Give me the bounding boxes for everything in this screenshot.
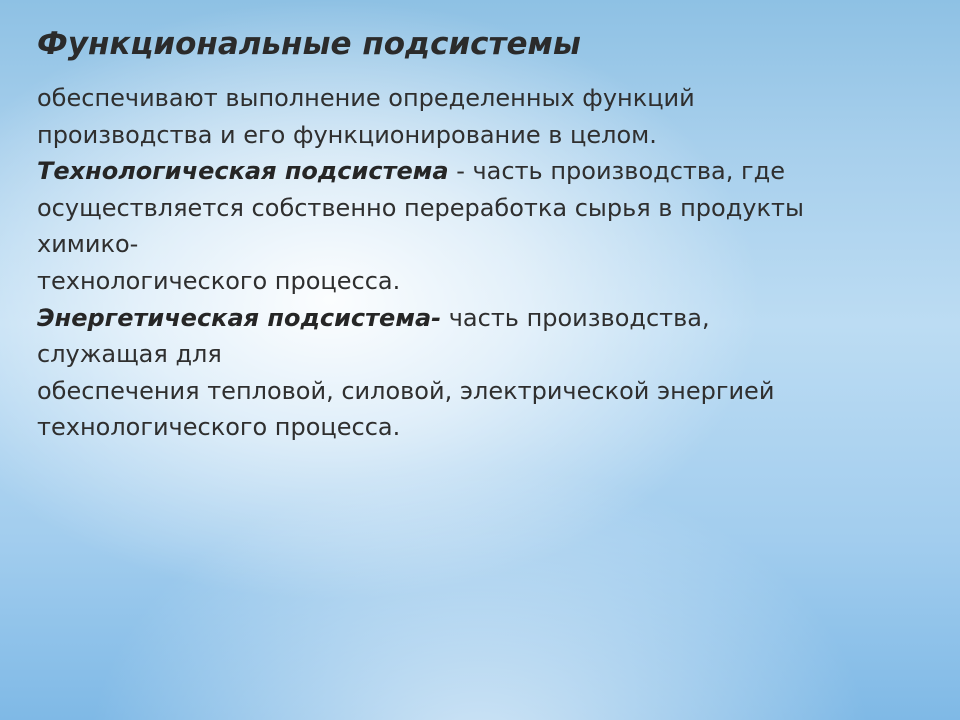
body-line	[37, 190, 927, 227]
body-line	[37, 300, 927, 337]
line-text: служащая для	[37, 340, 222, 369]
term-energy-subsystem: Энергетическая подсистема-	[37, 303, 442, 332]
slide-body	[37, 80, 927, 446]
body-line	[37, 336, 927, 373]
body-line	[37, 153, 927, 190]
line-text: технологического процесса.	[37, 266, 401, 295]
body-line	[37, 80, 927, 117]
line-text: технологического процесса.	[37, 413, 401, 442]
line-text: часть производства,	[441, 303, 710, 332]
body-line	[37, 409, 927, 446]
body-line	[37, 226, 927, 263]
line-text: химико-	[37, 230, 139, 259]
line-text: обеспечения тепловой, силовой, электрической энергией	[37, 376, 775, 405]
line-text: производства и его функционирование в целом.	[37, 120, 657, 149]
body-line	[37, 263, 927, 300]
slide-title: Функциональные подсистемы	[37, 26, 581, 62]
body-line	[37, 117, 927, 154]
body-line	[37, 373, 927, 410]
line-text: обеспечивают выполнение определенных функций	[37, 84, 695, 112]
line-text: осуществляется собственно переработка сырья в продукты	[37, 193, 804, 222]
term-technological-subsystem: Технологическая подсистема	[37, 157, 449, 186]
line-text: - часть производства, где	[448, 157, 785, 186]
